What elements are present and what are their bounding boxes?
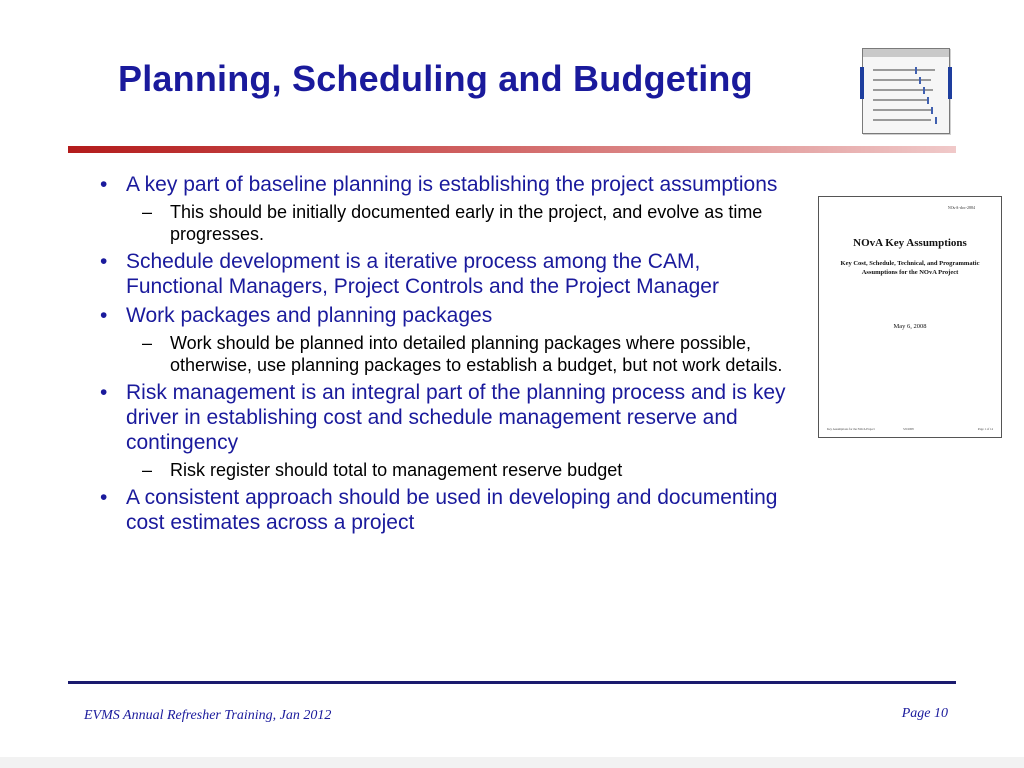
document-title: NOvA Key Assumptions: [853, 237, 967, 249]
bottom-band: [0, 757, 1024, 768]
bullet-item: • Schedule development is a iterative process among the CAM, Functional Managers, Project Controls and the Project Manager: [100, 249, 800, 299]
bullet-item: • Work packages and planning packages: [100, 303, 800, 328]
sub-bullet-item: – This should be initially documented early in the project, and evolve as time progresses.: [126, 201, 800, 245]
sub-bullet-item: – Risk register should total to management reserve budget: [126, 459, 800, 481]
document-thumbnail: [818, 196, 1002, 438]
document-date: May 6, 2008: [893, 323, 927, 330]
gantt-chart-thumbnail-icon: [862, 48, 950, 134]
document-footer-left: Key Assumptions for the NOvA Project: [827, 427, 875, 431]
sub-bullet-item: – Work should be planned into detailed planning packages where possible, otherwise, use planning packages to establish a budget, but not work details.: [126, 332, 800, 376]
bullet-item: • A key part of baseline planning is establishing the project assumptions: [100, 172, 800, 197]
document-subtitle: Key Cost, Schedule, Technical, and Programmatic Assumptions for the NOvA Project: [840, 260, 980, 276]
document-footer-page: Page 1 of 14: [977, 427, 993, 431]
slide-title: Planning, Scheduling and Budgeting: [118, 58, 753, 99]
bullet-list: [100, 172, 800, 539]
footer-rule: [68, 681, 956, 684]
bullet-item: • Risk management is an integral part of the planning process and is key driver in establishing cost and schedule management reserve and contingency: [100, 380, 800, 455]
title-accent-bar: [68, 146, 956, 153]
page-number: Page 10: [901, 706, 948, 721]
footer-text: EVMS Annual Refresher Training, Jan 2012: [84, 708, 332, 723]
document-footer: [827, 427, 993, 432]
bullet-item: • A consistent approach should be used in developing and documenting cost estimates across a project: [100, 485, 800, 535]
document-footer-date: 5/6/2008: [903, 427, 914, 431]
document-ref: NO𝜈A-doc-2884: [947, 205, 975, 210]
